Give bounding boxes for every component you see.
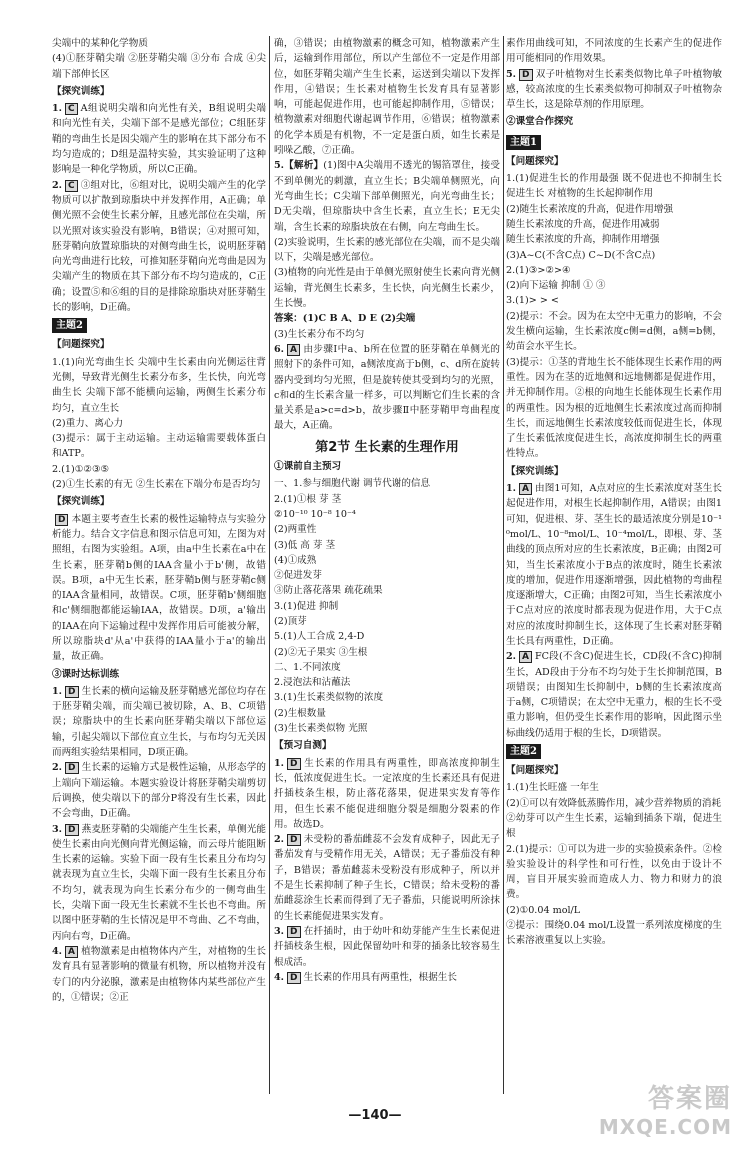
text-line: 随生长素浓度的升高，促进作用减弱	[506, 218, 660, 230]
text-line: (2)向下运输 抑制 ① ③	[506, 280, 606, 292]
text-line: ②促进发芽	[274, 570, 322, 582]
answer-letter: D	[519, 69, 532, 81]
text-line: 2.(1)③>②>④	[506, 264, 571, 276]
text-line: (3)提示：属于主动运输。主动运输需要载体蛋白和ATP。	[52, 433, 266, 460]
item-number: 1.	[506, 483, 517, 495]
answer-item	[52, 512, 266, 665]
answer-text: 双子叶植物对生长素类似物比单子叶植物敏感，较高浓度的生长素类似物可抑制双子叶植物杂草生长，这是除草剂的作用原理。	[506, 68, 722, 111]
column-middle	[274, 36, 500, 985]
answer-item	[506, 649, 722, 741]
text-line: 2.浸泡法和沾蘸法	[274, 677, 351, 689]
theme-badge: 主题2	[52, 318, 87, 333]
answer-item	[274, 832, 500, 924]
text-line: (3)植物的向光性是由于单侧光照射使生长素向背光侧运输，背光侧生长素多，生长快，向光侧生长素少，生长慢。	[274, 267, 500, 310]
text-line: ②幼芽可以产生生长素，运输到插条下端，促进生根	[506, 812, 722, 840]
text-line: 3.(1)生长素类似物的浓度	[274, 692, 384, 704]
text-line: 二、1.不同浓度	[274, 661, 341, 673]
text-line: 5.(1)人工合成 2,4-D	[274, 631, 365, 643]
answer-letter: D	[287, 834, 300, 846]
column-divider	[503, 36, 504, 1094]
answer-line: (3)生长素分布不均匀	[274, 328, 365, 340]
answer-text: (1)图中A尖端用不透光的锡箔罩住，接受不到单侧光的刺激，直立生长；B尖端单侧照光，向光弯曲生长；C尖端下部单侧照光，向光弯曲生长；D无尖端，但琼脂块中含生长素，直立生长；E无尖端，含生长素的琼脂块放在右侧，向左弯曲生长。	[274, 160, 501, 233]
text-line: (2)生根数量	[274, 707, 326, 719]
section-label: 【问题探究】	[506, 765, 564, 777]
text-line: 1.(1)向光弯曲生长 尖端中生长素由向光侧运往背光侧，导致背光侧生长素分布多，生长快，向光弯曲生长 尖端下部不能横向运输，两侧生长素分布均匀，直立生长	[52, 356, 266, 414]
answer-item	[52, 101, 266, 177]
section-label: 【探究训练】	[52, 85, 110, 97]
text-line: (4)①成熟	[274, 554, 317, 566]
answer-letter: D	[287, 972, 300, 984]
answer-text: 由图1可知，A点对应的生长素浓度对茎生长起促进作用，对根生长起抑制作用，A错误；由图1可知，促进根、芽、茎生长的最适浓度分别是10⁻¹⁰mol/L、10⁻⁸mol/L、10⁻⁴mol/L，即根、芽、茎曲线的顶点所对应的生长素浓度，B正确；由图2可知，当生长素浓度小于B点的浓度时，随生长素浓度的增加，促进作用逐渐增强，因此植物的弯曲程度逐渐增大，C正确；由图2可知，当生长素浓度小于C点对应的浓度时都表现为促进作用，大于C点对应的浓度时抑制生长，这体现了生长素对胚芽鞘生长具有两重性，D正确。	[506, 483, 722, 647]
answer-text: 植物激素是由植物体内产生，对植物的生长发育具有显著影响的微量有机物，所以植物并没有专门的内分泌腺，激素是由植物体内某些部位产生的，①错误；②正	[52, 945, 266, 1003]
item-number: 5.	[506, 68, 517, 80]
text-line: (2)随生长素浓度的升高，促进作用增强	[506, 203, 674, 215]
text-line: (2)①0.04 mol/L	[506, 904, 581, 916]
item-number: 2.	[52, 179, 63, 191]
section-title: 第2节 生长素的生理作用	[315, 439, 459, 455]
answer-item	[52, 684, 266, 760]
text-line: (2)①可以有效降低蒸腾作用，减少营养物质的消耗	[506, 797, 722, 809]
answer-text: ③组对比，⑥组对比，说明尖端产生的化学物质可以扩散到琼脂块中并发挥作用，A正确；单侧光照不会使生长素分解，且感光部位在尖端，所以光照对该实验没有影响，B错误；④对照可知，胚芽鞘向放置琼脂块的对侧弯曲生长，说明胚芽鞘向光弯曲进行比较，可推知胚芽鞘向光弯曲是因为尖端产生的物质在其下部分布不均匀造成的，C正确；设置⑤和⑥组的目的是排除琼脂块对胚芽鞘生长的影响，D正确。	[52, 179, 266, 314]
section-label: 【探究训练】	[506, 465, 564, 477]
item-number: 4.	[274, 971, 285, 983]
answer-text: 生长素的运输方式是极性运输，从形态学的上端向下端运输。本题实验设计将胚芽鞘尖端剪切后调换，使尖端以下的部分P将没有生长素，因此不会弯曲，D正确。	[52, 762, 266, 820]
watermark-url: MXQE.COM	[598, 1115, 732, 1139]
answer-text: 本题主要考查生长素的极性运输特点与实验分析能力。结合文字信息和图示信息可知，左图为对照组，右图为实验组。A项，由a中生长素在a中在生长素，胚芽鞘b侧的IAA含量小于b'侧，故错误。B项，a中无生长素，胚芽鞘b侧与胚芽鞘c侧的IAA含量相同，故错误。C项，胚芽鞘b'侧细胞和c'侧细胞都能运输IAA，故错误。D项，a'输出的IAA在向下运输过程中发挥作用后可能被分解，所以琼脂块d'从a'中获得的IAA量小于a'的输出量，故正确。	[52, 513, 266, 663]
column-right	[506, 36, 726, 949]
answer-letter: D	[287, 926, 300, 938]
answer-item	[52, 760, 266, 821]
text-line: 1.(1)生长旺盛 一年生	[506, 782, 599, 794]
text-line: (2)顶芽	[274, 615, 307, 627]
text-line: (2)②无子果实 ③生根	[274, 646, 368, 658]
item-number: 1.	[52, 103, 63, 115]
text-line: (2)重力、离心力	[52, 417, 124, 429]
answer-item	[52, 944, 266, 1005]
answer-item	[274, 924, 500, 970]
text-line: 2.(1)提示：①可以为进一步的实验摸索条件。②检验实验设计的科学性和可行性，以免由于设计不周，盲目开展实验而造成人力、物力和财力的浪费。	[506, 843, 722, 901]
item-number: 2.	[52, 762, 63, 774]
text-line: (2)两重性	[274, 524, 317, 536]
analysis-label: 【解析】	[284, 160, 324, 172]
theme-badge: 主题1	[506, 135, 541, 150]
text-line: (3)低 高 芽 茎	[274, 539, 336, 551]
text-line: 3.(1)> > <	[506, 295, 559, 307]
answer-item	[274, 342, 500, 434]
text-line: 确，③错误；由植物激素的概念可知，植物激素产生后，运输到作用部位，所以产生部位不一定是作用部位，如胚芽鞘尖端产生生长素，运送到尖端以下发挥作用，④错误；生长素对植物生长发育具有显著影响，可能起促进作用，也可能起抑制作用，⑤错误；植物激素对细胞代谢起调节作用，⑥错误；植物激素的化学本质是有机物，不一定是蛋白质，如生长素是吲哚乙酸，⑦正确。	[274, 38, 500, 157]
item-number: 4.	[52, 945, 63, 957]
answer-item	[52, 822, 266, 944]
answer-text: 生长素的作用具有两重性，即高浓度抑制生长，低浓度促进生长。一定浓度的生长素还具有促进扦插枝条生根，防止落花落果，促进果实发育等作用，但生长素不能促进细胞分裂是细胞分裂素的作用。故选D。	[274, 757, 500, 830]
watermark-logo	[599, 1078, 732, 1139]
answer-item	[506, 481, 722, 649]
item-number: 2.	[506, 651, 517, 663]
answer-letter: D	[65, 686, 78, 698]
answer-item	[52, 178, 266, 316]
answer-text: 生长素的横向运输及胚芽鞘感光部位均存在于胚芽鞘尖端，而尖端已被切除，A、B、C项错误；琼脂块中的生长素向胚芽鞘尖端以下部位运输，引起尖端以下部位直立生长，与布均匀无关因而两组实验结果相同，D项正确。	[52, 685, 266, 759]
section-label: 【探究训练】	[52, 496, 110, 508]
section-heading: ②课堂合作探究	[506, 116, 574, 128]
item-number: 1.	[52, 685, 63, 697]
item-number: 3.	[52, 823, 63, 835]
text-line: 一、1.参与细胞代谢 调节代谢的信息	[274, 478, 431, 490]
answer-letter: D	[55, 514, 68, 526]
answer-letter: D	[65, 824, 78, 836]
item-number: 5.	[274, 160, 285, 172]
answer-letter: D	[65, 762, 78, 774]
answer-letter: D	[287, 758, 300, 770]
text-line: 1.(1)促进生长的作用最强 既不促进也不抑制生长 促进生长 对植物的生长起抑制作用	[506, 173, 726, 200]
text-line: ③防止落花落果 疏花疏果	[274, 585, 383, 597]
section-heading: ③课时达标训练	[52, 668, 120, 680]
answer-line: 答案：(1)C B A、D E (2)尖端	[274, 313, 416, 325]
text-line: (2)提示：不会。因为在太空中无重力的影响，不会发生横向运输，生长素浓度c侧=d侧，a侧=b侧，幼苗会水平生长。	[506, 310, 722, 353]
text-line: 尖端中的某种化学物质	[52, 38, 148, 49]
answer-letter: A	[65, 946, 78, 958]
answer-text: A组说明尖端和向光性有关，B组说明尖端和向光性有关，尖端下部不是感光部位；C组胚芽鞘的弯曲生长是因尖端产生的影响在其下部分布不均匀造成的；D组是温特实验，其实验证明了这种影响是一种化学物质，所以C正确。	[52, 103, 266, 176]
column-left	[52, 36, 266, 1005]
answer-item	[274, 158, 500, 234]
text-line: 素作用曲线可知，不同浓度的生长素产生的促进作用可能相同的作用效果。	[506, 38, 722, 65]
section-label: 【问题探究】	[52, 339, 110, 351]
answer-text: 在扦插时，由于幼叶和幼芽能产生生长素促进扦插枝条生根，因此保留幼叶和芽的插条比较容易生根成活。	[274, 925, 500, 968]
text-line: 3.(1)促进 抑制	[274, 600, 339, 612]
section-heading: ①课前自主预习	[274, 461, 342, 473]
answer-item	[274, 970, 500, 985]
text-line: 2.(1)①②③⑤	[52, 463, 110, 475]
answer-text: 生长素的作用具有两重性，根据生长	[303, 971, 457, 983]
answer-item	[506, 67, 722, 113]
answer-item	[274, 756, 500, 832]
answer-text: 由步骤Ⅰ中a、b所在位置的胚芽鞘在单侧光的照射下的条件可知，a侧浓度高于b侧，c、d所在旋转器内受到均匀光照，但是旋转使其受到均匀的光照，c和d的生长素含量一样多，可以判断它们生长素的含量关系是a>c=d>b，故步骤Ⅱ中胚芽鞘甲弯曲程度最大，A正确。	[274, 343, 500, 432]
text-line: (3)生长素类似物 光照	[274, 723, 368, 735]
text-line: (3)提示：①茎的背地生长不能体现生长素作用的两重性。因为在茎的近地侧和远地侧都是促进作用，并无抑制作用。②根的向地生长能体现生长素作用的两重性。因为根的近地侧生长素浓度过高而抑制生长，而远地侧生长素浓度较低而促进生长，体现了生长素低浓度促进生长，高浓度抑制生长的两重性特点。	[506, 356, 722, 460]
text-line: (4)①胚芽鞘尖端 ②胚芽鞘尖端 ③分布 合成 ④尖端下部伸长区	[52, 53, 266, 80]
answer-text: 未受粉的番茄雌蕊不会发育成种子，因此无子番茄发育与受精作用无关，A错误；无子番茄没有种子，B错误；番茄雌蕊未受粉没有形成种子，所以并不是生长素抑制了种子生长，C错误；给未受粉的番茄雌蕊涂生长素而得到了无子番茄，只能说明所涂抹的生长素能促进果实发育。	[274, 834, 500, 922]
page-number: —140—	[348, 1108, 402, 1123]
answer-text: 燕麦胚芽鞘的尖端能产生生长素，单侧光能使生长素由向光侧向背光侧运输，而云母片能阻断生长素的运输。实验下面一段有生长素且分布均匀就表现为直立生长，尖端下面一段有生长素且分布不均匀，就表现为向生长素分布少的一侧弯曲生长，尖端下面一段无生长素就不生长也不弯曲。所以图中胚芽鞘的生长情况是甲不弯曲、乙不弯曲，丙向右弯，D正确。	[52, 823, 266, 942]
text-line: 随生长素浓度的升高，抑制作用增强	[506, 234, 660, 246]
answer-text: FC段(不含C)促进生长，CD段(不含C)抑制生长，AD段由于分布不均匀处于生长抑制范围，B项错误；由图知生长抑制中，b侧的生长素浓度高于a侧，C项错误；在太空中无重力，根的生长不受重力影响，但仍受生长素作用的影响，因此图示坐标曲线仍适用于根的生长，D项错误。	[506, 651, 722, 739]
item-number: 3.	[274, 925, 285, 937]
answer-letter: A	[519, 483, 532, 495]
item-number: 6.	[274, 343, 285, 355]
answer-letter: C	[65, 180, 78, 192]
item-number: 1.	[274, 757, 285, 769]
text-line: (2)①生长素的有无 ②生长素在下端分布是否均匀	[52, 479, 261, 491]
column-divider	[269, 36, 270, 1094]
text-line: 2.(1)①根 芽 茎	[274, 493, 342, 505]
text-line: (3)A~C(不含C点) C~D(不含C点)	[506, 249, 656, 261]
answer-letter: A	[287, 344, 300, 356]
text-line: ②10⁻¹⁰ 10⁻⁸ 10⁻⁴	[274, 508, 356, 520]
watermark-text: 答案圈	[647, 1084, 732, 1114]
section-label: 【预习自测】	[274, 740, 332, 752]
answer-letter: C	[65, 103, 78, 115]
item-number: 2.	[274, 834, 285, 846]
theme-badge: 主题2	[506, 744, 541, 759]
text-line: (2)实验说明，生长素的感光部位在尖端，而不是尖端以下，尖端是感光部位。	[274, 236, 500, 264]
text-line: ②提示：围绕0.04 mol/L设置一系列浓度梯度的生长素溶液重复以上实验。	[506, 920, 722, 947]
answer-letter: A	[519, 651, 532, 663]
section-label: 【问题探究】	[506, 155, 564, 167]
